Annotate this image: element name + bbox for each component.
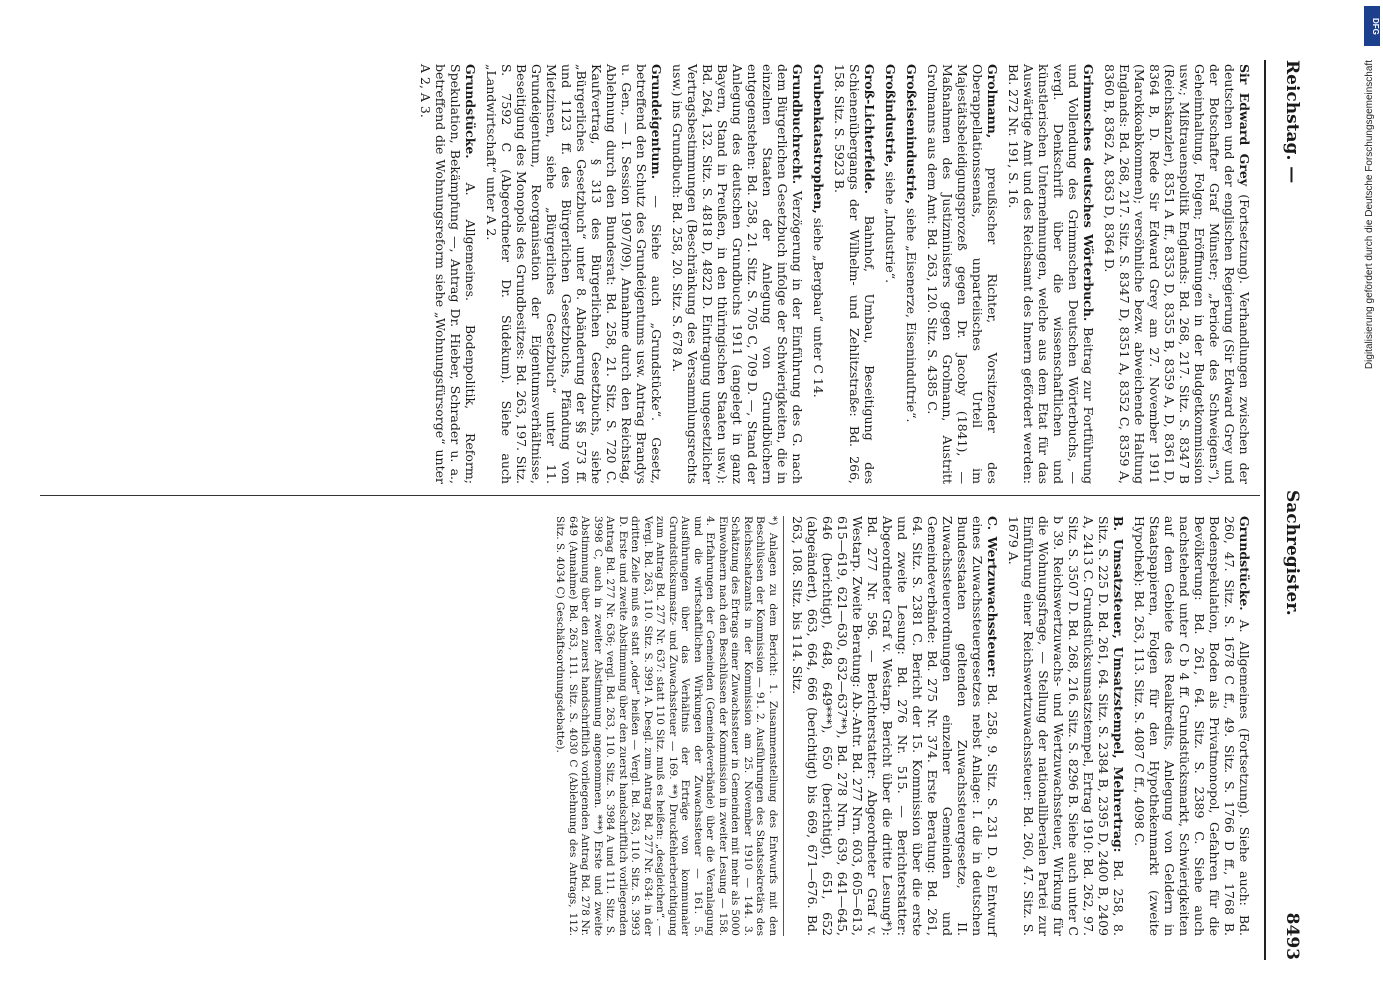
index-entry [554,516,784,936]
entry-heading: Großindustrie, [883,64,898,168]
entry-text: *) Anlagen zu dem Bericht: 1. Zusammenstellung des Entwurfs mit den Beschlüssen der Kommission — 91. 2. Ausführungen des Staatssekretärs des Reichsschatzamts in der Kommission am 25. November 1910 — 144. 3. Schätzung des Ertrags einer Zuwachssteuer in Gemeinden mit mehr als 5000 Einwohnern nach den Beschlüssen der Kommission in zweiter Lesung — 158. 4. Erfahrungen der Gemeinden (Gemeindeverbände) über die Veranlagung und die wirtschaftlichen Wirkungen der Zuwachssteuer — 161. 5. Ausführungen über das Verhältnis der Erträge von kommunaler Grundstücksumsatz- und Zuwachssteuer — 169. **) Druckfehlerberichtigung zum Antrag Bd. 277 Nr. 637: statt 110 Sitz. muß es heißen: „desgleichen“. — Vergl. Bd. 263, 110. Sitz. S. 3991 A. Desgl. zum Antrag Bd. 277 Nr. 634: in der dritten Zeile muß es statt „oder“ heißen — Vergl. Bd. 263, 110. Sitz. S. 3993 D. Erste und zweite Abstimmung über den zuerst handschriftlich vorliegenden Antrag Bd. 277 Nr. 636; vergl. Bd. 263, 110. Sitz. S. 3984 A und 111. Sitz. S. 3998 C, auch in zweiter Abstimmung angenommen. ***) Erste und zweite Abstimmung über den zuerst handschriftlich vorliegenden Antrag Bd. 278 Nr. 649 (Annahme) Bd. 263, 111. Sitz. S. 4030 C (Ablehnung des Antrags, 112. Sitz. S. 4034 C) Geschäftsordnungsdebatte). [554,516,779,936]
left-column [412,64,1252,484]
index-entry [670,64,805,484]
entry-text: Bd. 258, 9. Sitz. S. 231 D. a) Entwurf eines Zuwachssteuergesetzes nebst Anlage: I. die in deutschen Bundesstaaten geltenden Zuwachssteuergesetze, II. Zuwachssteuerordnungen einzelner Gemeinden und Gemeindeverbände: Bd. 275 Nr. 374. Erste Beratung: Bd. 261, 64. Sitz. S. 2381 C. Bericht der 15. Kommission über die erste und zweite Lesung: Bd. 276 Nr. 515. — Berichterstatter: Abgeordneter Graf v. Westarp. Bericht über die dritte Lesung*): Bd. 277 Nr. 596. — Berichterstatter: Abgeordneter Graf v. Westarp. Zweite Beratung: Ab.-Antr. Bd. 277 Nrn. 603, 605—613, 615—619, 621—630, 632—637**), Bd. 278 Nrn. 639, 641—645, 646 (berichtigt), 648, 649***), 650 (berichtigt), 651, 652 (abgeändert), 663, 664, 666 (berichtigt) bis 669, 671—676. Bd. 263, 108. Sitz. bis 114. Sitz. [790,516,1000,936]
header-rule [1264,60,1266,960]
entry-text: A. Allgemeines. Bodenpolitik, Reform; Spekulation, Bekämpfung —, Antrag Dr. Hieber, Schrader u. a., betreffend die Wohnungsreform siehe „Wohnungsfürsorge“ unter A 2, A 3. [418,64,478,484]
entry-text: siehe „Bergbau“ unter C 14. [811,217,826,398]
entry-heading: Grundstücke. [1237,516,1252,611]
index-entry [790,516,1000,936]
entry-heading: Groß-Lichterfelde. [862,64,877,194]
entry-text: (Fortsetzung). Verhandlungen zwischen der deutschen und der englischen Regierung (Sir Edward Grey und der Botschafter Graf Münster; „Periode des Schweigens“), Geheimhaltung, Folgen; Eröffnungen in der Budgetkommission usw.; Mißtrauenspolitik Englands: Bd. 268, 217. Sitz. S. 8347 B (Reichskanzler), 8351 A ff., 8353 D, 8355 B, 8359 A, D, 8361 D, 8364 B, D. Rede Sir Edward Grey am 27. November 1911 (Marokkoabkommen); versöhnliche bezw. abweichende Haltung Englands: Bd. 268, 217. Sitz. S. 8347 D, 8351 A, 8352 C, 8359 A, 8360 B, 8362 A, 8363 D, 8364 D. [1102,64,1252,484]
dfg-logo: DFG [1364,6,1380,46]
entry-text: Beitrag zur Fortführung und Vollendung des Grimmschen Deutschen Wörterbuchs, — vergl. Denkschrift über die wissenschaftlichen und künstlerischen Unternehmungen, welche aus dem Etat für das Auswärtige Amt und des Reichsamt des Innern gefördert werden: Bd. 272 Nr. 191, S. 16. [1006,64,1096,484]
index-entry [1132,516,1252,936]
entry-heading: C. Wertzuwachssteuer: [985,516,1000,678]
index-entry [1006,64,1096,484]
entry-heading: Grundbuchrecht. [790,64,805,185]
index-entry [811,64,826,484]
page-number: 8493 [1282,912,1302,960]
index-entry [1006,516,1126,936]
entry-text: Bahnhof, Umbau, Beseitigung des Schienenübergangs der Wilhelm- und Zehlitzstraße: Bd. 266, 158. Sitz. S. 5923 B. [832,64,877,484]
entry-heading: Grimmsches deutsches Wörterbuch. [1081,64,1096,322]
index-entry [418,64,478,484]
entry-text: Bd. 258, 8. Sitz. S. 225 D. Bd. 261, 64. Sitz. S. 2384 B, 2395 D, 2400 B, 2409 A, 2413 C. Grundstücksumsatzstempel, Ertrag 1910: Bd. 262, 97. Sitz. S. 3507 D. Bd. 268, 216. Sitz. S. 8296 B. Siehe auch unter C b 39. Reichswertzuwachs- und Wertzuwachssteuer, Wirkung für die Wohnungsfrage, — Stellung der nationalliberalen Partei zur Einführung einer Reichswertzuwachssteuer: Bd. 260, 47. Sitz. S. 1679 A. [1006,516,1126,936]
right-column [548,516,1252,936]
column-divider [40,495,1260,496]
index-entry [904,64,919,484]
entry-text: siehe „Eisenerze, Eiseninduſtrie“. [904,207,919,423]
entry-text: Verzögerung in der Einführung des G. nach dem Bürgerlichen Gesetzbuch infolge der Schwierigkeiten, die in einzelnen Staaten der Anlegung von Grundbüchern entgegenstehen: Bd. 258, 21. Sitz. S. 705 C, 709 D. —, Stand der Anlegung des deutschen Grundbuchs 1911 (angelegt in ganz Bayern, Stand in Preußen, in den thüringischen Staaten usw.): Bd. 264, 132. Sitz. S. 4818 D, 4822 D. Eintragung ungesetzlicher Vertragsbestimmungen (Beschränkung des Versammlungsrechts usw.) ins Grundbuch: Bd. 258, 20. Sitz. S. 678 A. [670,64,805,484]
entry-text: preußischer Richter, Vorsitzender des Oberappellationssenats, unparteiisches Urteil im Majestätsbeleidigungsprozeß gegen Dr. Jacoby (1841), — Maßnahmen des Justizministers gegen Grolmann, Austritt Grolmanns aus dem Amt: Bd. 263, 120. Sitz. S. 4385 C. [925,64,1000,484]
index-entry [832,64,877,484]
entry-heading: Grundeigentum. [649,64,664,180]
header-left: Reichstag. — [1282,60,1302,184]
entry-text: — Siehe auch „Grundstücke“. Gesetz, betreffend den Schutz des Grundeigentums usw. Antrag Brandys u. Gen., — I. Session 1907/09), Annahme durch den Reichstag, Ablehnung durch den Bundesrat: Bd. 258, 21. Sitz. S. 720 C. Kaufvertrag, § 313 des Bürgerlichen Gesetzbuchs, siehe „Bürgerliches Gesetzbuch“ unter 8. Abänderung der §§ 573 ff. und 1123 ff. des Bürgerlichen Gesetzbuchs, Pfändung von Mietzinsen, siehe „Bürgerliches Gesetzbuch“ unter 11. Grundeigentum, Reorganisation der Eigentumsverhältnisse, Beseitigung des Monopols des Grundbesitzes: Bd. 263, 197. Sitz. S. 7592 C (Abgeordneter Dr. Südekum). Siehe auch „Landwirtschaft“ unter A 2. [484,64,664,484]
entry-text: A. Allgemeines (Fortsetzung). Siehe auch: Bd. 260, 47. Sitz. S. 1678 C ff., 49. Sitz. S. 1766 D ff., 1768 B. Bodenspekulation, Boden als Privatmonopol, Gefahren für die Bevölkerung: Bd. 261, 64. Sitz. S. 2389 C. Siehe auch nachstehend unter C b 4 ff. Grundstücksmarkt, Schwierigkeiten auf dem Gebiete des Realkredits, Anlegung von Geldern in Staatspapieren, Folgen für den Hypothekenmarkt (zweite Hypothek): Bd. 263, 113. Sitz. S. 4087 C ff., 4098 C. [1132,516,1252,936]
index-entry [484,64,664,484]
index-entry [883,64,898,484]
digitization-credit: Digitalisierung gefördert durch die Deutsche Forschungsgemeinschaft [1364,60,1375,370]
entry-heading: Grolmann, [985,64,1000,139]
entry-heading: Grubenkatastrophen, [811,64,826,214]
side-credit-strip [1361,0,1383,1000]
index-entry [1102,64,1252,484]
entry-heading: Großeisenindustrie, [904,64,919,204]
entry-text: siehe „Industrie“. [883,171,898,284]
header-center: Sachregister. [1282,490,1302,616]
entry-heading: B. Umsatzsteuer, Umsatzstempel, Mehrertrag: [1111,516,1126,853]
entry-heading: Grundstücke. [463,64,478,159]
running-header [1272,60,1302,960]
entry-heading: Sir Edward Grey [1237,64,1252,187]
index-entry [925,64,1000,484]
